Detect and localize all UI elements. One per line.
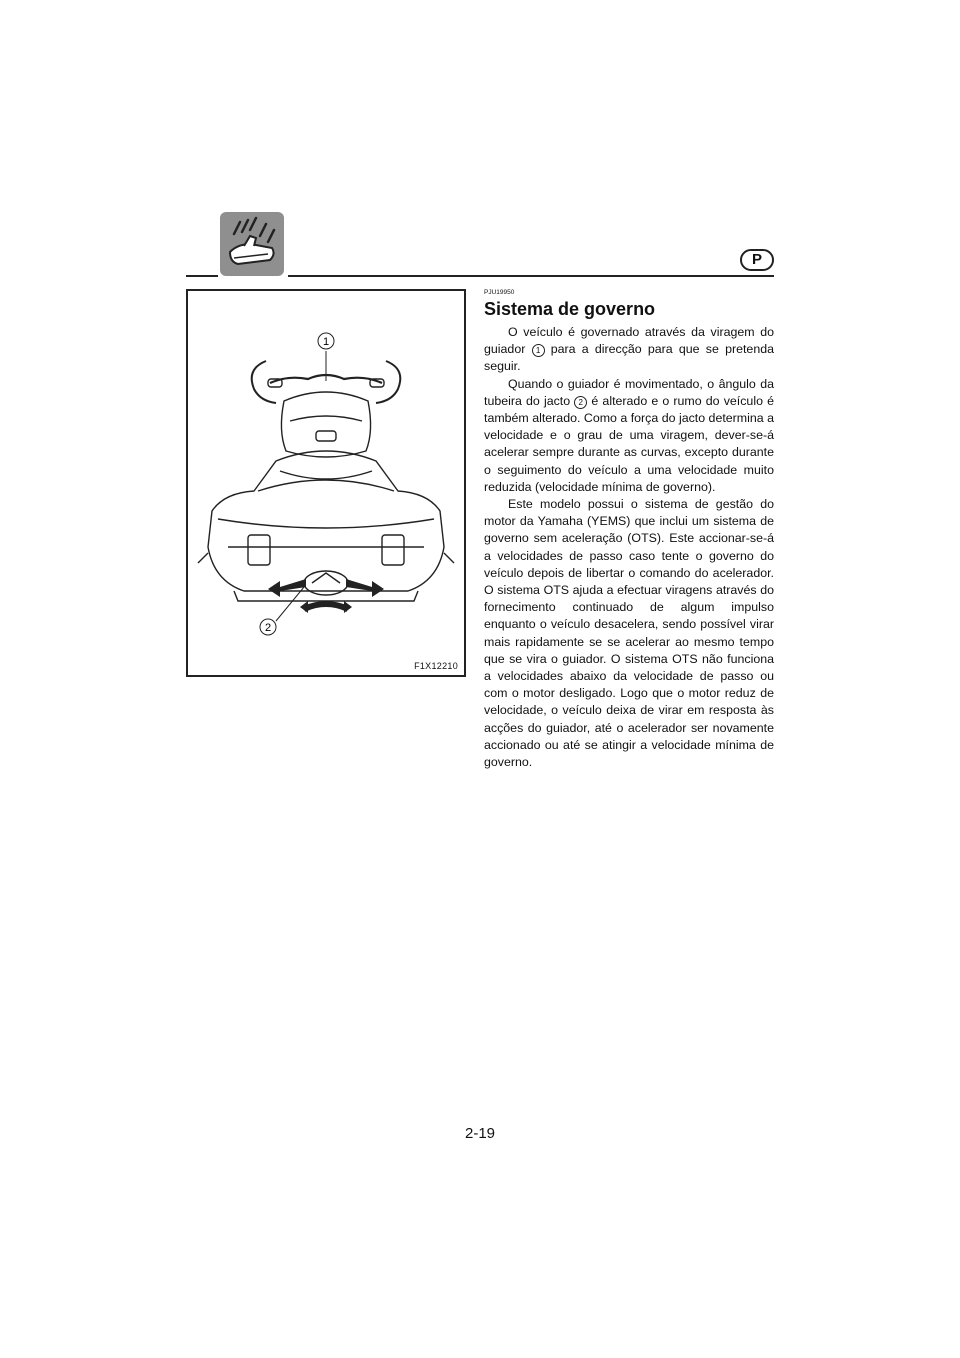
jet-ski-icon xyxy=(220,212,284,276)
header-rule-right xyxy=(288,275,774,277)
callout-ref-1: 1 xyxy=(532,344,545,357)
paragraph-3: Este modelo possui o sistema de gestão do motor da Yamaha (YEMS) que inclui um sistema de governo sem aceleração (OTS). Este accionar-se-á a velocidades de passo caso tente o governo do veículo depois de libertar o comando do acelerador. O sistema OTS ajuda a efectuar viragens através do fornecimento continuado de algum impulso enquanto o veículo desacelera, sendo possível virar mais rapidamente se se acelerar ao mesmo tempo que se vira o guiador. O sistema OTS não funciona a velocidades abaixo da velocidade de passo ou com o motor desligado. Logo que o motor reduz de velocidade, o veículo deixa de virar em resposta às acções do guiador, até o acelerador ser novamente accionado ou até se atingir a velocidade mínima de governo. xyxy=(484,497,774,770)
paragraph-2: Quando o guiador é movimentado, o ângulo da tubeira do jacto 2 é alterado e o rumo do veículo é também alterado. Como a força do jacto determina a velocidade e o grau de uma viragem, dever-se-á acelerar sempre durante as curvas, excepto durante o seguimento do veículo a uma velocidade muito reduzida (velocidade mínima de governo). xyxy=(484,376,774,494)
section-title: Sistema de governo xyxy=(484,299,656,319)
figure-code: F1X12210 xyxy=(414,661,458,671)
header-rule-left xyxy=(186,275,218,277)
callout-ref-2: 2 xyxy=(574,396,587,409)
page-number: 2-19 xyxy=(464,1125,496,1142)
callout-2: 2 xyxy=(264,622,272,634)
reference-code: PJU19950 xyxy=(484,289,515,296)
jet-ski-steering-illustration xyxy=(188,291,464,675)
language-badge: P xyxy=(740,249,774,271)
callout-1: 1 xyxy=(322,336,330,348)
steering-figure xyxy=(186,289,466,677)
paragraph-1: O veículo é governado através da viragem do guiador 1 para a direcção para que se pretenda seguir. xyxy=(484,325,774,374)
text-column xyxy=(484,289,774,771)
